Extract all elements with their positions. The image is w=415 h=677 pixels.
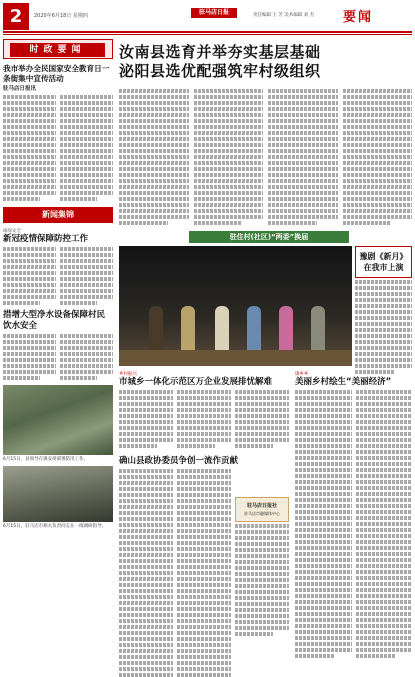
main-area bbox=[119, 39, 412, 225]
section-title: 要闻 bbox=[343, 10, 374, 25]
story2-title: 新冠疫情保障防控工作 bbox=[3, 234, 89, 244]
performer-figure bbox=[215, 306, 229, 352]
opera-stage-photo bbox=[119, 246, 352, 366]
photo1-caption: 6月15日，县领导在镇安排部署防汛工作。 bbox=[3, 457, 89, 462]
story4-body bbox=[119, 388, 289, 448]
story1-body bbox=[3, 93, 113, 201]
lead-story-body bbox=[119, 87, 412, 225]
story5-body bbox=[119, 467, 289, 677]
guest-box bbox=[235, 497, 289, 522]
story3-title: 措增大型净水设备保障村民饮水安全 bbox=[3, 310, 106, 331]
lead-headline-2: 泌阳县选优配强筑牢村级组织 bbox=[119, 62, 321, 80]
election-banner-label: 驻住村(社区)“两委”换届 bbox=[189, 231, 349, 243]
newspaper-page bbox=[3, 3, 412, 674]
guest-box-sub: 驻马店市融媒体中心 bbox=[244, 511, 280, 516]
politics-banner bbox=[3, 39, 113, 59]
news-roundup-banner: 新闻集锦 bbox=[3, 207, 113, 223]
election-banner bbox=[119, 231, 412, 243]
performer-figure bbox=[181, 306, 195, 352]
performer-figure bbox=[279, 306, 293, 352]
story4-title: 市城乡一体化示范区万企业发展排忧解难 bbox=[119, 377, 273, 387]
masthead: 驻马店日报 bbox=[191, 8, 237, 18]
story6-kicker: 镇乡乡 bbox=[295, 372, 309, 377]
lead-headline-1: 汝南县选育并举夯实基层基础 bbox=[119, 43, 321, 61]
performer-figure bbox=[149, 306, 163, 352]
performer-figure bbox=[247, 306, 261, 352]
lower-left-stories bbox=[119, 371, 289, 677]
story1-byline: 驻马店日报讯 bbox=[3, 86, 37, 92]
story1-title: 我市举办全民国家安全教育日一条街集中宣传活动 bbox=[3, 64, 110, 83]
story2-body bbox=[3, 245, 113, 305]
flood-control-photo bbox=[3, 385, 113, 455]
story3-body bbox=[3, 332, 113, 380]
story4-kicker: 乡村振兴 bbox=[119, 372, 137, 377]
officials-photo bbox=[3, 466, 113, 522]
story6-body bbox=[295, 388, 412, 658]
lower-right-story bbox=[295, 371, 412, 658]
performer-figure bbox=[311, 306, 325, 352]
story2-kicker: 确保安全 bbox=[3, 229, 21, 234]
story6-title: 美丽乡村绘生“美丽经济” bbox=[295, 377, 392, 387]
stage-floor bbox=[119, 350, 352, 366]
page-header bbox=[3, 3, 412, 37]
header-rule bbox=[3, 31, 412, 33]
politics-banner-label: 时政要闻 bbox=[10, 43, 105, 57]
opera-title-box bbox=[355, 246, 412, 278]
page-number: 2 bbox=[3, 3, 29, 30]
opera-title: 豫剧《新月》在我市上演 bbox=[359, 252, 408, 272]
header-rule-thin bbox=[3, 34, 412, 35]
photo2-caption: 6月15日，驻马店市相关负责同志在一线调研指导。 bbox=[3, 524, 107, 529]
left-column bbox=[3, 39, 113, 530]
editor-line: 责任编辑 王 芳 美术编辑 刘 杰 bbox=[253, 13, 315, 18]
opera-side-story bbox=[355, 246, 412, 374]
issue-date: 2020年6月18日 星期四 bbox=[34, 13, 88, 19]
guest-box-title: 驻马店日报社 bbox=[246, 503, 277, 509]
story5-title: 确山县政协委员争创一流作贡献 bbox=[119, 456, 239, 466]
